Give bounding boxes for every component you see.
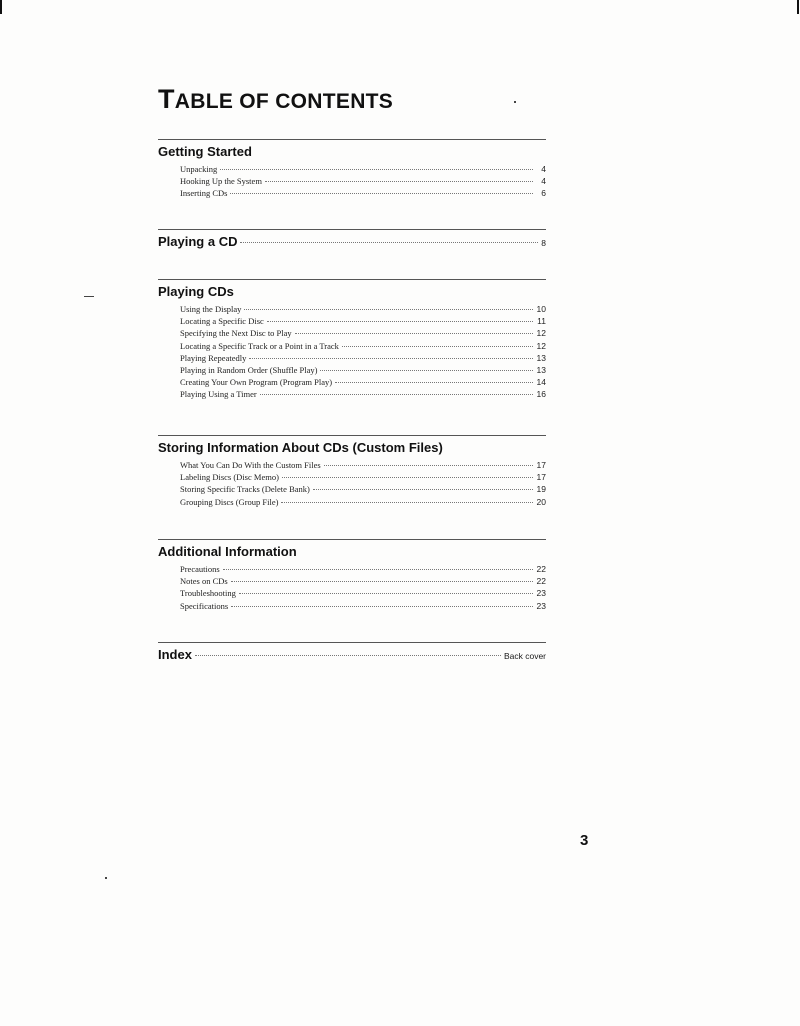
section-heading: Playing a CD (158, 234, 238, 249)
section-heading: Additional Information (158, 544, 297, 559)
toc-entry[interactable] (158, 234, 546, 249)
leader-dots (282, 477, 533, 478)
entry-page: 12 (536, 340, 546, 351)
entry-label: Troubleshooting (180, 588, 236, 599)
entry-label: Using the Display (180, 304, 242, 314)
entry-label: Precautions (180, 564, 220, 574)
entry-page: 23 (536, 600, 546, 611)
leader-dots (324, 465, 533, 466)
toc-section-playing-a-cd (158, 229, 546, 249)
leader-dots (230, 193, 533, 194)
entry-page: 20 (536, 496, 546, 507)
toc-entry[interactable] (158, 376, 546, 388)
entry-page: 22 (536, 576, 546, 587)
section-heading: Playing CDs (158, 284, 234, 299)
entry-page: 4 (541, 176, 546, 187)
entry-label: Playing in Random Order (Shuffle Play) (180, 365, 318, 376)
entry-page: 8 (541, 238, 546, 248)
leader-dots (267, 321, 533, 322)
entry-label: Notes on CDs (180, 576, 228, 587)
section-rule (158, 229, 546, 230)
toc-section-storing-information (158, 435, 546, 508)
section-heading: Storing Information About CDs (Custom Files) (158, 440, 443, 455)
entry-label: Inserting CDs (180, 188, 228, 199)
toc-entry[interactable] (158, 163, 546, 175)
toc-entry[interactable] (158, 340, 546, 352)
toc-entry[interactable] (158, 388, 546, 400)
entry-page: 23 (536, 588, 546, 599)
toc-entry[interactable] (158, 459, 546, 471)
section-heading: Getting Started (158, 144, 252, 159)
leader-dots (342, 346, 533, 347)
section-rule (158, 139, 546, 140)
toc-entry[interactable] (158, 175, 546, 187)
entry-label: Playing Using a Timer (180, 389, 257, 400)
entry-page: Back cover (503, 651, 546, 661)
leader-dots (244, 309, 533, 310)
entry-page: 4 (541, 164, 546, 174)
entry-label: Hooking Up the System (180, 176, 262, 187)
entry-label: Labeling Discs (Disc Memo) (180, 472, 279, 483)
entry-page: 12 (536, 328, 546, 339)
entry-page: 22 (536, 564, 546, 574)
toc-section-getting-started (158, 139, 546, 200)
toc-entry[interactable] (158, 647, 546, 662)
leader-dots (223, 569, 533, 570)
entry-label: Specifying the Next Disc to Play (180, 328, 292, 339)
scan-speck (514, 101, 516, 103)
leader-dots (231, 581, 533, 582)
entry-label: Storing Specific Tracks (Delete Bank) (180, 484, 310, 495)
leader-dots (220, 169, 533, 170)
leader-dots (313, 489, 533, 490)
toc-section-index (158, 642, 546, 662)
toc-section-additional-information (158, 539, 546, 612)
scan-edge-mark (0, 0, 2, 14)
toc-entry[interactable] (158, 327, 546, 339)
title-initial: T (158, 84, 175, 114)
toc-entry[interactable] (158, 483, 546, 495)
section-heading: Index (158, 647, 192, 662)
toc-entry[interactable] (158, 587, 546, 599)
entry-page: 16 (536, 389, 546, 400)
scan-speck (105, 877, 107, 879)
section-rule (158, 279, 546, 280)
entry-page: 17 (536, 472, 546, 483)
entry-label: Creating Your Own Program (Program Play) (180, 377, 333, 388)
section-rule (158, 435, 546, 436)
scan-edge-mark (797, 0, 799, 14)
toc-entry[interactable] (158, 364, 546, 376)
page-number: 3 (580, 832, 589, 849)
entry-page: 19 (536, 484, 546, 495)
entry-label: Locating a Specific Disc (180, 316, 264, 327)
leader-dots (195, 655, 501, 656)
section-rule (158, 539, 546, 540)
section-rule (158, 642, 546, 643)
entry-page: 10 (536, 304, 546, 314)
entry-page: 14 (536, 377, 546, 388)
leader-dots (240, 242, 538, 243)
toc-entry[interactable] (158, 600, 546, 612)
toc-section-playing-cds (158, 279, 546, 401)
entry-label: Playing Repeatedly (180, 352, 247, 363)
leader-dots (320, 370, 533, 371)
entry-page: 11 (537, 316, 546, 327)
toc-entry[interactable] (158, 352, 546, 364)
entry-label: Locating a Specific Track or a Point in a Track (180, 340, 339, 351)
leader-dots (281, 502, 533, 503)
leader-dots (335, 382, 533, 383)
leader-dots (265, 181, 533, 182)
entry-label: Specifications (180, 600, 229, 611)
toc-entry[interactable] (158, 471, 546, 483)
leader-dots (260, 394, 533, 395)
toc-entry[interactable] (158, 303, 546, 315)
entry-page: 17 (536, 460, 546, 470)
page-title (158, 84, 393, 115)
entry-page: 13 (536, 352, 546, 363)
entry-label: Unpacking (180, 164, 218, 174)
toc-entry[interactable] (158, 575, 546, 587)
entry-page: 6 (541, 188, 546, 199)
scan-speck (84, 296, 94, 297)
title-rest: ABLE OF CONTENTS (174, 90, 394, 113)
leader-dots (249, 358, 533, 359)
toc-entry[interactable] (158, 187, 546, 199)
leader-dots (231, 606, 533, 607)
entry-label: Grouping Discs (Group File) (180, 496, 279, 507)
leader-dots (295, 333, 533, 334)
toc-entry[interactable] (158, 496, 546, 508)
toc-entry[interactable] (158, 563, 546, 575)
entry-page: 13 (536, 365, 546, 376)
toc-entry[interactable] (158, 315, 546, 327)
entry-label: What You Can Do With the Custom Files (180, 460, 321, 470)
leader-dots (239, 593, 533, 594)
